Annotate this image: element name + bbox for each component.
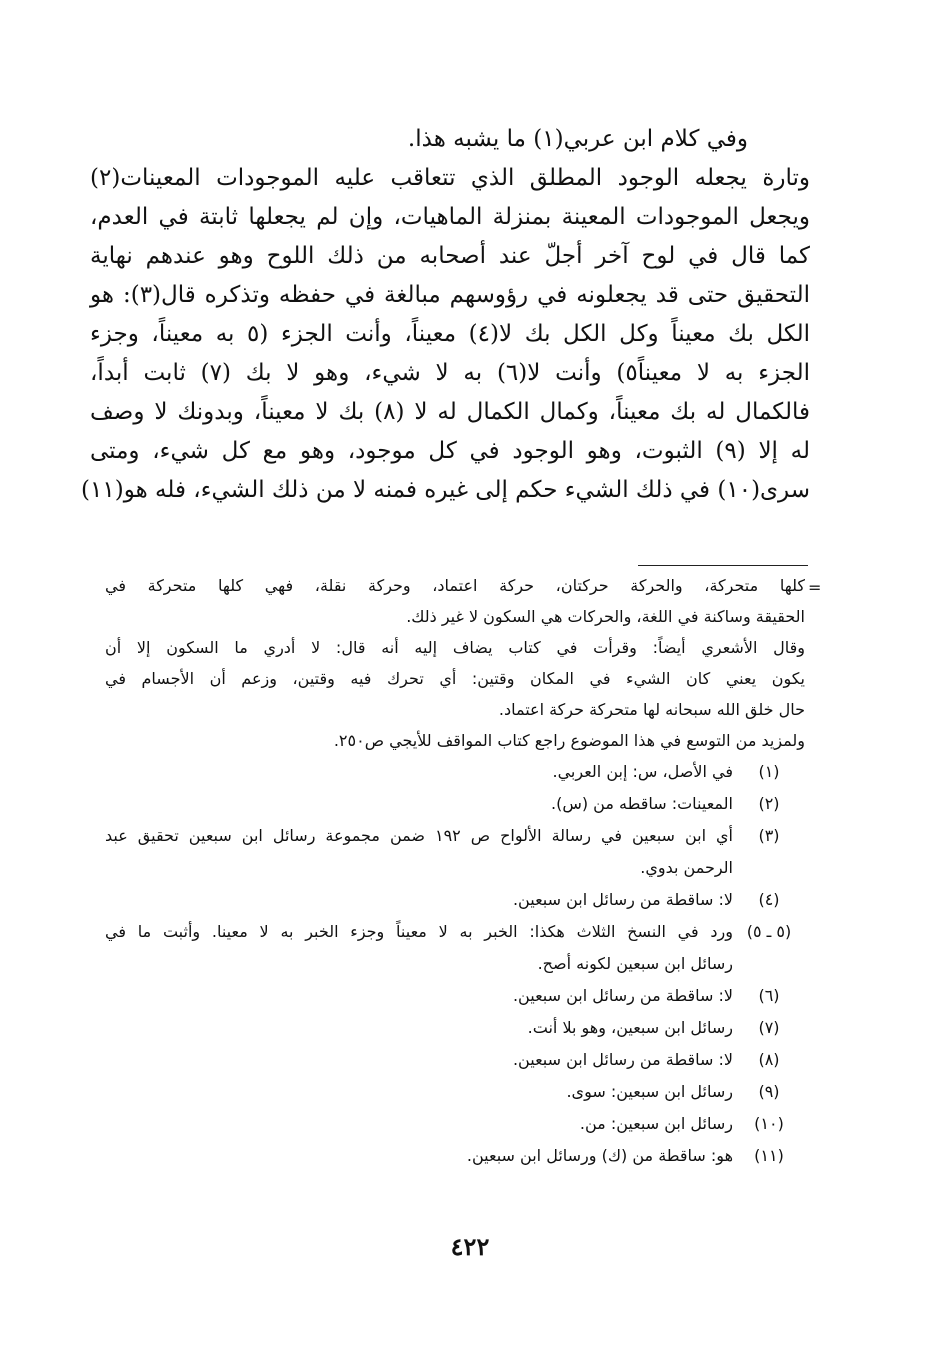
footnote-number: (٩)	[758, 1082, 780, 1101]
footnote-6	[105, 980, 805, 1012]
footnote-continuation	[105, 570, 805, 756]
main-text-line: وتارة يجعله الوجود المطلق الذي تتعاقب عليه الموجودات المعينات(٢)	[90, 165, 810, 191]
footnote-text: رسائل ابن سبعين، وهو بلا أنت.	[527, 1018, 733, 1037]
footnote-continuation-line: كلها متحركة، والحركة حركتان، حركة اعتماد، وحركة نقلة، فهي كلها متحركة في	[105, 576, 805, 595]
footnote-number: (٤)	[758, 890, 780, 909]
main-text-line: فالكمال له بك معيناً، وكمال الكمال له لا (٨) بك لا معيناً، وبدونك لا وصف	[90, 399, 810, 425]
footnote-4	[105, 884, 805, 916]
footnote-text: المعينات: ساقطه من (س).	[550, 794, 733, 813]
footnote-5	[105, 916, 805, 980]
footnote-text: رسائل ابن سبعين: من.	[579, 1114, 733, 1133]
footnote-number: (٦)	[758, 986, 780, 1005]
main-text-line: الجزء به لا معيناً٥) وأنت لا(٦) به لا شيء، وهو لا بك (٧) ثابت أبداً،	[90, 360, 810, 386]
footnote-number: (١)	[758, 762, 780, 781]
footnote-number: (١٠)	[754, 1114, 784, 1133]
footnote-number: (٧)	[758, 1018, 780, 1037]
footnote-text: في الأصل، س: إبن العربي.	[552, 762, 733, 781]
main-text-line: وفي كلام ابن عربي(١) ما يشبه هذا.	[407, 126, 748, 152]
footnote-text: لا: ساقطة من رسائل ابن سبعين.	[512, 1050, 733, 1069]
footnote-continuation-line: وقال الأشعري أيضاً: وقرأت في كتاب يضاف إليه أنه قال: لا أدري ما السكون إلا أن	[105, 638, 805, 657]
footnote-number: (٢)	[758, 794, 780, 813]
footnote-8	[105, 1044, 805, 1076]
footnote-continuation-line: يكون يعني كان الشيء في المكان وقتين: أي تحرك فيه وقتين، وزعم أن الأجسام في	[105, 669, 805, 688]
footnote-3	[105, 820, 805, 884]
footnote-number: (١١)	[754, 1146, 784, 1165]
footnote-number: (٣)	[758, 826, 780, 845]
footnote-text: رسائل ابن سبعين: سوى.	[566, 1082, 733, 1101]
page-number: ٤٢٢	[450, 1232, 490, 1261]
footnote-text: لا: ساقطة من رسائل ابن سبعين.	[512, 890, 733, 909]
main-text-line: كما قال في لوح آخر أجلّ عند أصحابه من ذلك اللوح وهو عندهم نهاية	[90, 243, 810, 269]
main-text	[81, 120, 810, 510]
footnote-number: (٥ ـ ٥)	[746, 922, 792, 941]
main-text-line: ويجعل الموجودات المعينة بمنزلة الماهيات، وإن لم يجعلها ثابتة في العدم،	[90, 204, 810, 230]
main-text-line: له إلا (٩) الثبوت، وهو الوجود في كل موجود، وهو مع كل شيء، ومتى	[90, 438, 810, 464]
footnote-text: الرحمن بدوي.	[640, 858, 733, 877]
footnote-continuation-line: الحقيقة وساكنة في اللغة، والحركات هي السكون لا غير ذلك.	[406, 607, 805, 626]
footnote-continuation-line: حال خلق الله سبحانه لها متحركة حركة اعتماد.	[498, 700, 805, 719]
footnote-10	[105, 1108, 805, 1140]
main-text-line: سرى(١٠) في ذلك الشيء حكم إلى غيره فمنه لا من ذلك الشيء، فله هو(١١)	[81, 477, 810, 503]
footnotes	[105, 570, 805, 1172]
footnote-text: رسائل ابن سبعين لكونه أصح.	[537, 954, 733, 973]
main-text-line: الكل بك معيناً وكل الكل بك لا(٤) معيناً، وأنت الجزء (٥ به معيناً، وجزء	[90, 321, 810, 347]
footnote-text: هو: ساقطة من (ك) ورسائل ابن سبعين.	[466, 1146, 733, 1165]
footnote-1	[105, 756, 805, 788]
continuation-mark: =	[808, 578, 822, 597]
footnote-text: ورد في النسخ الثلاث هكذا: الخبر به لا معيناً وجزء الخبر به لا معينا. وأثبت ما في	[105, 922, 733, 941]
footnote-2	[105, 788, 805, 820]
footnote-11	[105, 1140, 805, 1172]
footnote-7	[105, 1012, 805, 1044]
footnote-continuation-line: ولمزيد من التوسع في هذا الموضوع راجع كتاب المواقف للأيجي ص٢٥٠.	[333, 731, 805, 750]
footnote-text: لا: ساقطة من رسائل ابن سبعين.	[512, 986, 733, 1005]
footnote-9	[105, 1076, 805, 1108]
main-text-line: التحقيق حتى قد يجعلونه في رؤوسهم مبالغة في حفظه وتذكره قال(٣): هو	[90, 282, 810, 308]
footnote-text: أي ابن سبعين في رسالة الألواح ص ١٩٢ ضمن مجموعة رسائل ابن سبعين تحقيق عبد	[105, 826, 733, 845]
footnote-separator	[638, 565, 808, 566]
footnote-number: (٨)	[758, 1050, 780, 1069]
